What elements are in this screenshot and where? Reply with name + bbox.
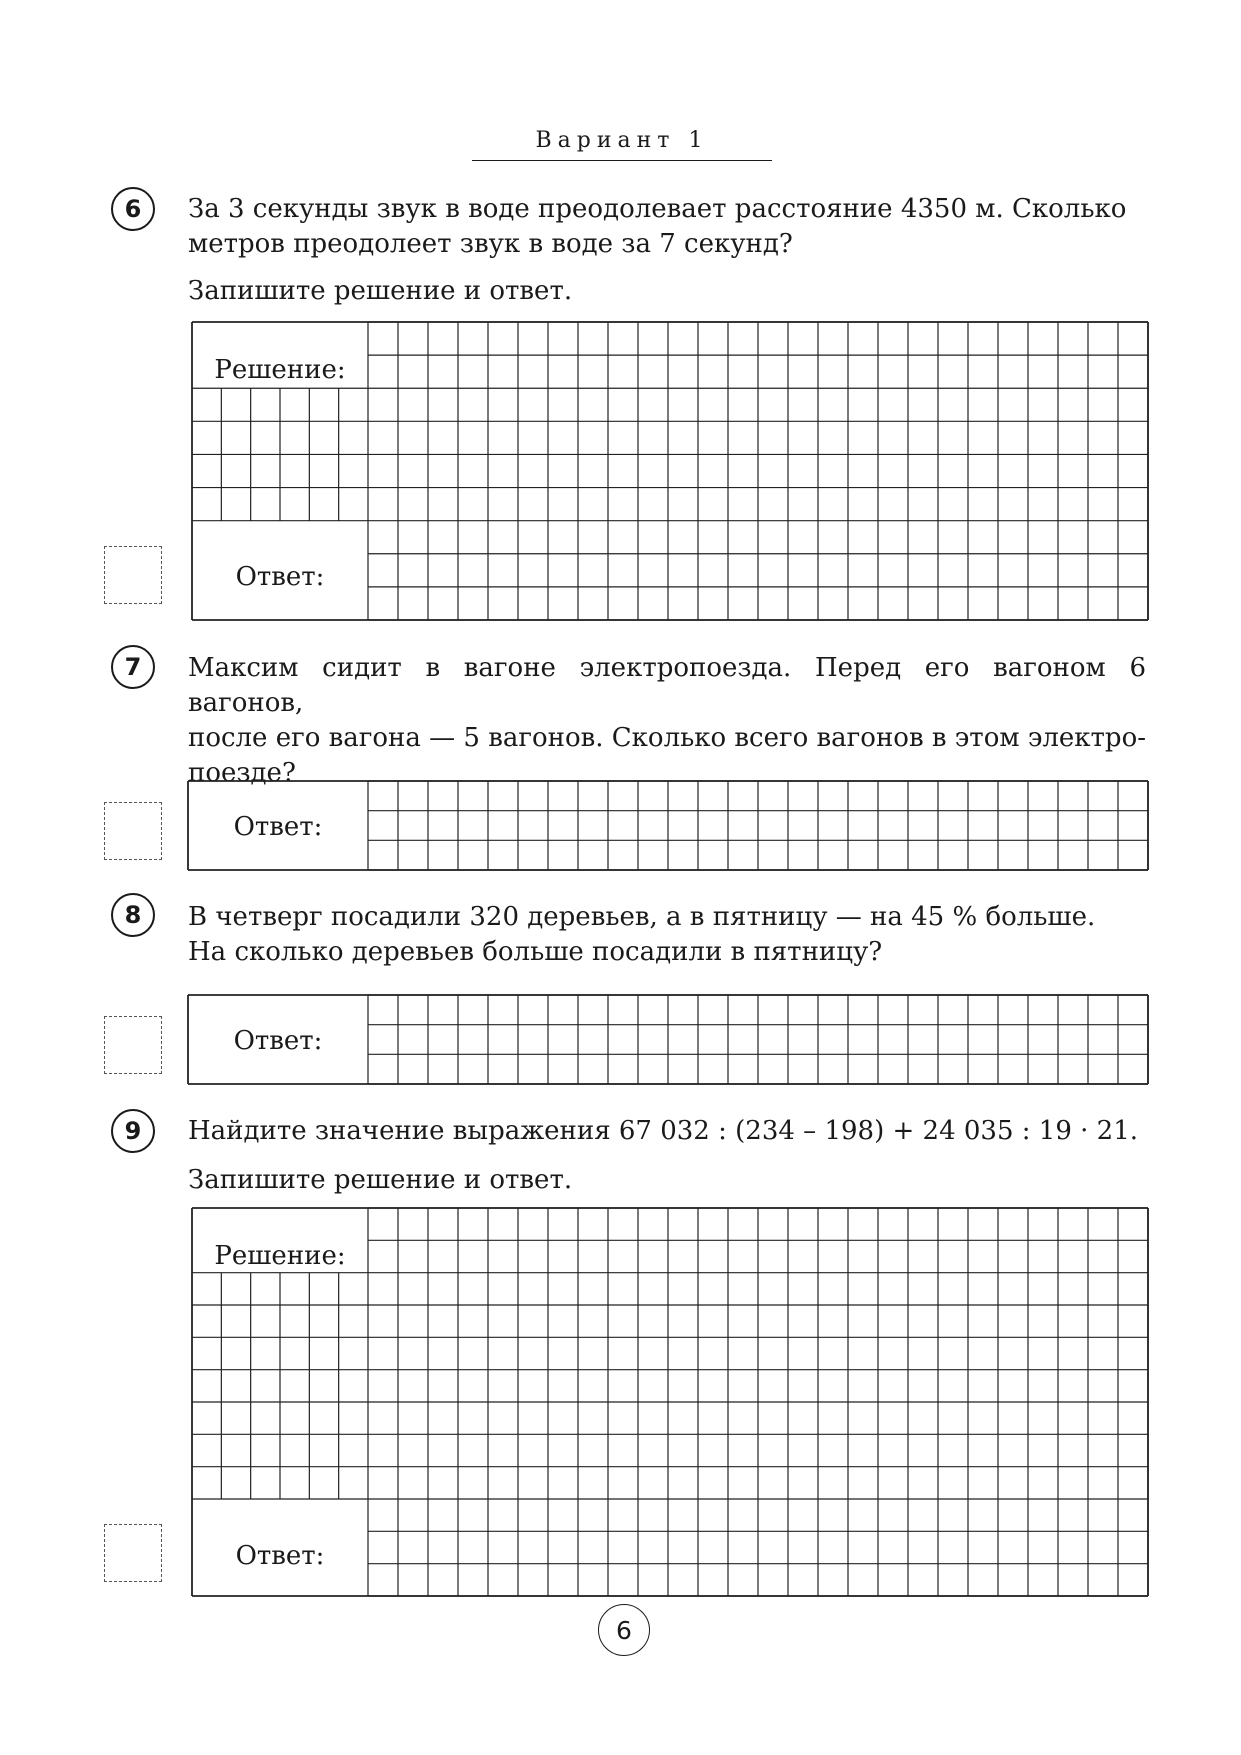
question-6-answer-label: Ответ: bbox=[235, 562, 325, 592]
question-8-number: 8 bbox=[111, 893, 155, 937]
question-6-line-2: метров преодолеет звук в воде за 7 секунд? bbox=[188, 229, 793, 259]
question-7-line-3: поезде? bbox=[188, 758, 296, 788]
question-7-number: 7 bbox=[111, 645, 155, 689]
question-6-number: 6 bbox=[111, 187, 155, 231]
question-7-answer-label: Ответ: bbox=[233, 812, 323, 842]
question-7-line-1: Максим сидит в вагоне электропоезда. Перед его вагоном 6 вагонов, bbox=[188, 653, 1146, 718]
question-6-solution-label: Решение: bbox=[214, 355, 346, 385]
question-9-number: 9 bbox=[111, 1109, 155, 1153]
question-6-line-1: За 3 секунды звук в воде преодолевает расстояние 4350 м. Сколько bbox=[188, 194, 1127, 224]
variant-header: Вариант 1 bbox=[535, 128, 709, 153]
question-6-instruction: Запишите решение и ответ. bbox=[188, 276, 573, 306]
question-8-answer-label: Ответ: bbox=[233, 1026, 323, 1056]
question-9-answer-label: Ответ: bbox=[235, 1541, 325, 1571]
question-8-line-1: В четверг посадили 320 деревьев, а в пятницу — на 45 % больше. bbox=[188, 902, 1096, 932]
question-9-instruction: Запишите решение и ответ. bbox=[188, 1165, 573, 1195]
question-9-line-1: Найдите значение выражения 67 032 : (234 – 198) + 24 035 : 19 · 21. bbox=[188, 1116, 1139, 1146]
question-7-line-2: после его вагона — 5 вагонов. Сколько всего вагонов в этом электро- bbox=[188, 723, 1147, 753]
question-8-line-2: На сколько деревьев больше посадили в пятницу? bbox=[188, 937, 883, 967]
question-9-score-box[interactable] bbox=[104, 1524, 162, 1582]
page-number: 6 bbox=[598, 1604, 650, 1656]
question-9-solution-label: Решение: bbox=[214, 1241, 346, 1271]
